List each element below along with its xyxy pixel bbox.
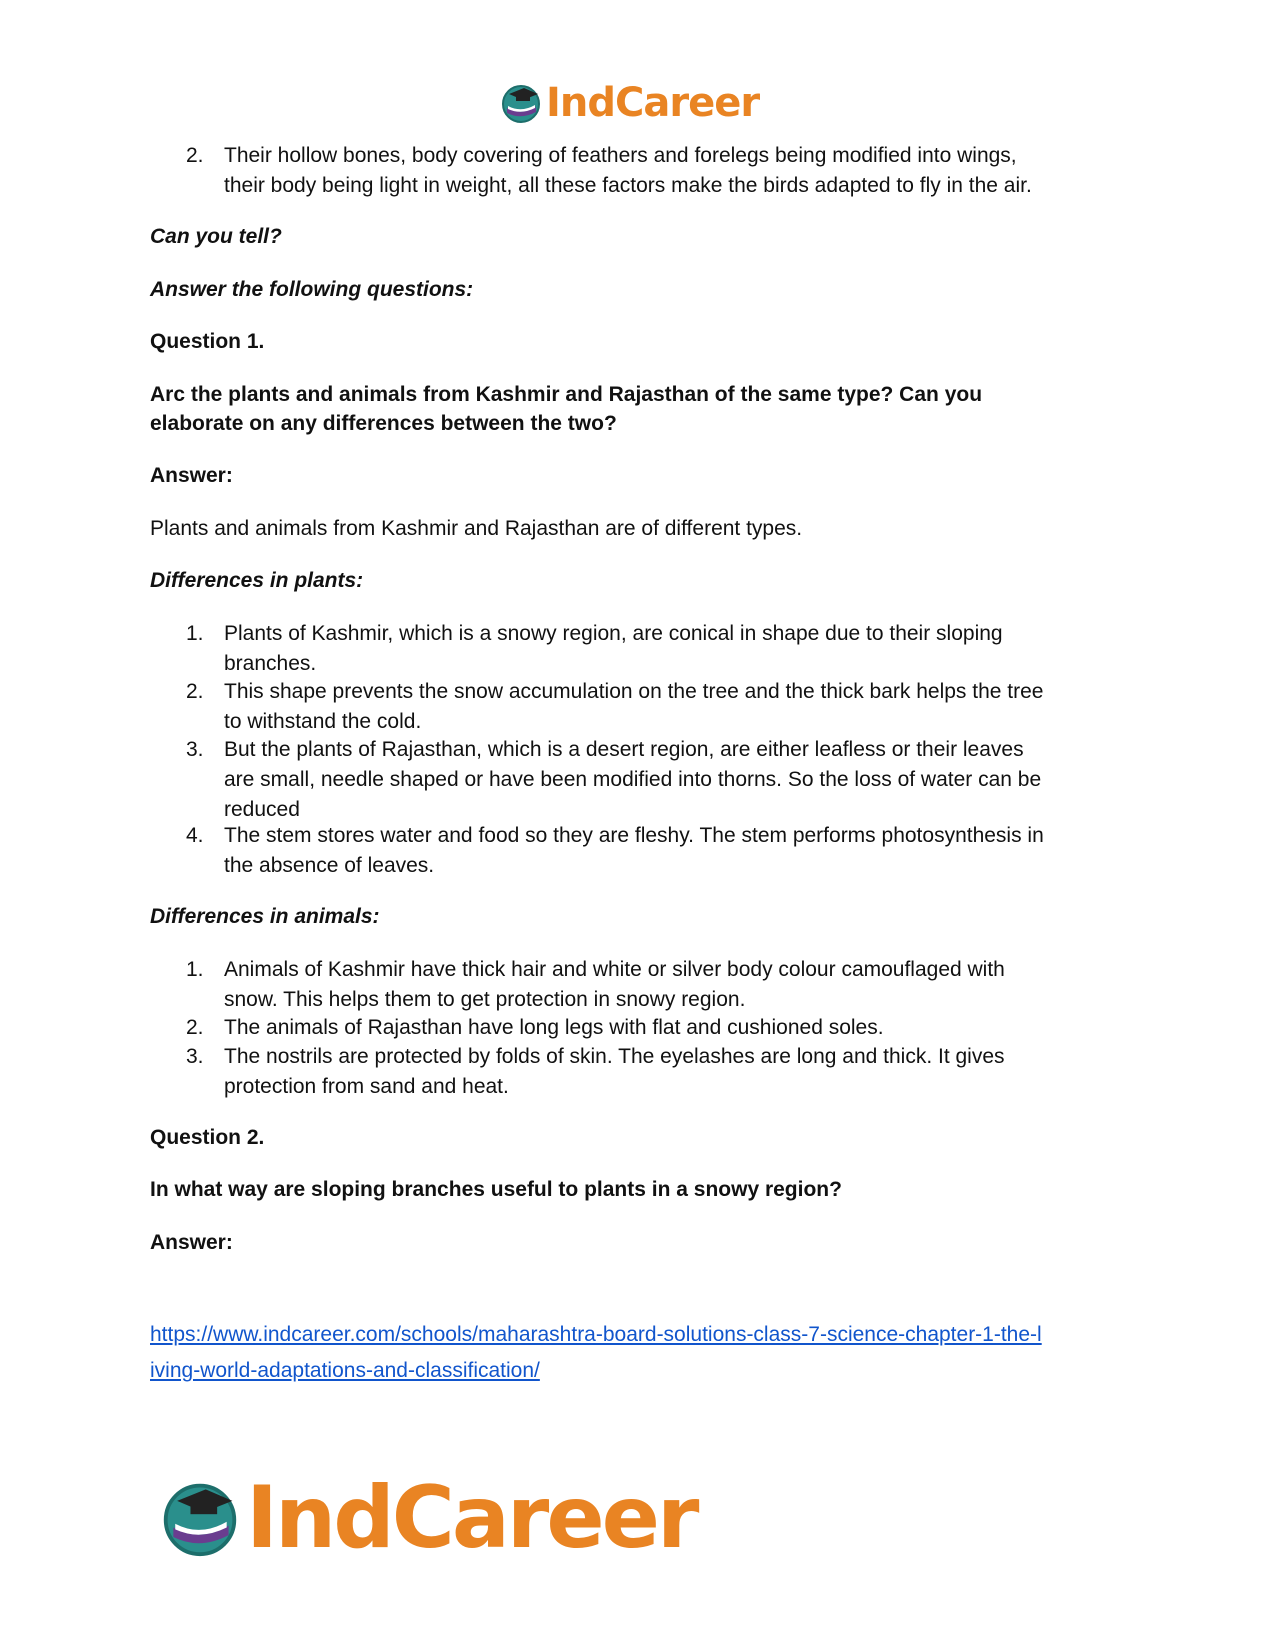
question-1-text-line: Arc the plants and animals from Kashmir and Rajasthan of the same type? Can you bbox=[150, 383, 983, 406]
list-number: 4. bbox=[186, 824, 204, 847]
source-link-line[interactable]: iving-world-adaptations-and-classification/ bbox=[150, 1359, 540, 1382]
list-line: are small, needle shaped or have been modified into thorns. So the loss of water can be bbox=[224, 768, 1042, 791]
list-line: The nostrils are protected by folds of skin. The eyelashes are long and thick. It gives bbox=[224, 1045, 1005, 1068]
indcareer-logo-bottom bbox=[160, 1468, 696, 1568]
list-number: 2. bbox=[186, 1016, 204, 1039]
answer-2-label: Answer: bbox=[150, 1231, 233, 1254]
logo-wordmark: IndCareer bbox=[246, 1468, 697, 1568]
question-1-label: Question 1. bbox=[150, 330, 265, 353]
logo-wordmark: IndCareer bbox=[546, 80, 760, 126]
list-line: But the plants of Rajasthan, which is a desert region, are either leafless or their leaves bbox=[224, 738, 1024, 761]
plants-heading: Differences in plants: bbox=[150, 569, 364, 592]
list-number: 3. bbox=[186, 1045, 204, 1068]
list-number: 2. bbox=[186, 680, 204, 703]
list-number: 3. bbox=[186, 738, 204, 761]
source-link[interactable] bbox=[150, 1317, 1042, 1389]
question-2-label: Question 2. bbox=[150, 1126, 265, 1149]
list-line: This shape prevents the snow accumulation on the tree and the thick bark helps the tree bbox=[224, 680, 1044, 703]
answer-following-heading: Answer the following questions: bbox=[150, 278, 474, 301]
list-line: reduced bbox=[224, 798, 300, 821]
list-number: 1. bbox=[186, 622, 204, 645]
list-line: the absence of leaves. bbox=[224, 854, 435, 877]
question-2-text: In what way are sloping branches useful to plants in a snowy region? bbox=[150, 1178, 842, 1201]
can-you-tell-heading: Can you tell? bbox=[150, 225, 282, 248]
list-number: 2. bbox=[186, 144, 204, 167]
list-line: Plants of Kashmir, which is a snowy region, are conical in shape due to their sloping bbox=[224, 622, 1003, 645]
list-line: The stem stores water and food so they are fleshy. The stem performs photosynthesis in bbox=[224, 824, 1044, 847]
source-link-line[interactable]: https://www.indcareer.com/schools/maharashtra-board-solutions-class-7-science-chapter-1-the-l bbox=[150, 1323, 1042, 1346]
list-line: to withstand the cold. bbox=[224, 710, 422, 733]
list-line: protection from sand and heat. bbox=[224, 1075, 509, 1098]
indcareer-logo-top bbox=[500, 80, 759, 126]
globe-graduation-cap-icon bbox=[500, 82, 542, 124]
question-1-text-line: elaborate on any differences between the two? bbox=[150, 412, 617, 435]
globe-graduation-cap-icon bbox=[160, 1478, 240, 1558]
list-line: Animals of Kashmir have thick hair and white or silver body colour camouflaged with bbox=[224, 958, 1005, 981]
list-line: snow. This helps them to get protection in snowy region. bbox=[224, 988, 746, 1011]
list-line: The animals of Rajasthan have long legs with flat and cushioned soles. bbox=[224, 1016, 884, 1039]
answer-1-text: Plants and animals from Kashmir and Rajasthan are of different types. bbox=[150, 517, 803, 540]
list-number: 1. bbox=[186, 958, 204, 981]
list-line: their body being light in weight, all these factors make the birds adapted to fly in the air. bbox=[224, 174, 1032, 197]
list-line: Their hollow bones, body covering of feathers and forelegs being modified into wings, bbox=[224, 144, 1017, 167]
list-line: branches. bbox=[224, 652, 317, 675]
answer-1-label: Answer: bbox=[150, 464, 233, 487]
animals-heading: Differences in animals: bbox=[150, 905, 380, 928]
